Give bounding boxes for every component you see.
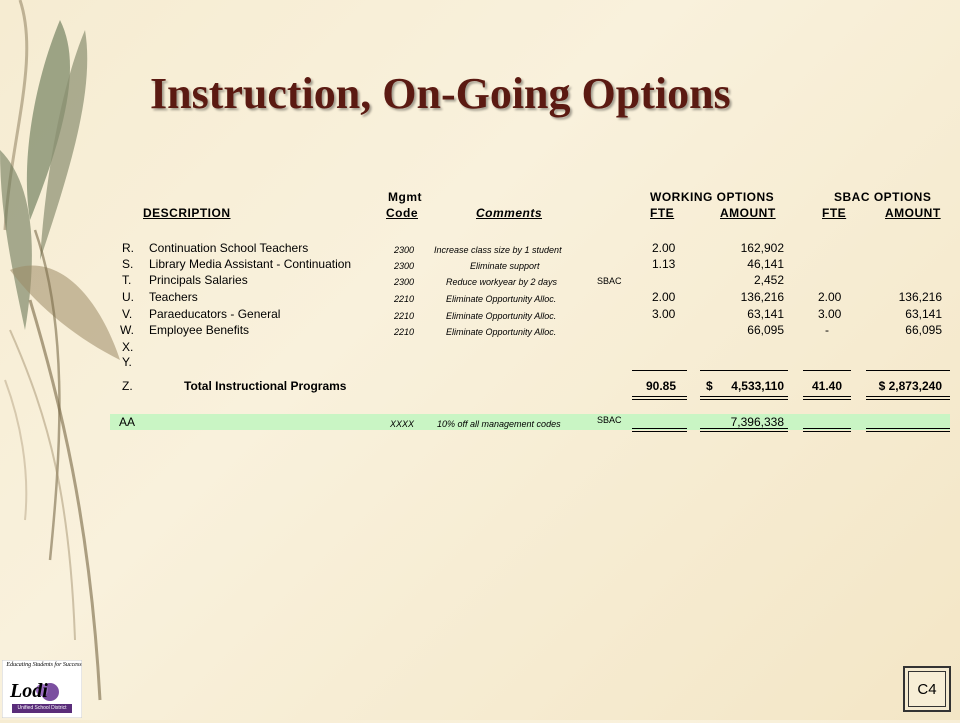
total-double-line <box>803 396 851 400</box>
row-working-amount: 63,141 <box>747 307 784 321</box>
row-description: Paraeducators - General <box>149 307 281 321</box>
page-title: Instruction, On-Going Options <box>150 69 731 118</box>
row-letter: Y. <box>122 355 132 369</box>
aa-double-line <box>632 428 687 432</box>
aa-double-line <box>700 428 788 432</box>
total-sbac-fte: 41.40 <box>812 379 843 393</box>
row-comment: Reduce workyear by 2 days <box>446 277 558 287</box>
header-sbac-options: SBAC OPTIONS <box>834 190 932 204</box>
aa-flag: SBAC <box>597 415 622 425</box>
total-sbac-amount: $ 2,873,240 <box>878 379 942 393</box>
aa-comment: 10% off all management codes <box>437 419 561 429</box>
row-sbac-amount: 66,095 <box>905 323 942 337</box>
row-code: 2300 <box>394 245 415 255</box>
logo-name: Lodi <box>10 680 48 702</box>
row-letter: X. <box>122 340 134 354</box>
row-sbac-amount: 136,216 <box>898 290 942 304</box>
row-code: 2210 <box>394 327 415 337</box>
logo-tagline: Educating Students for Success <box>6 662 82 668</box>
row-description: Principals Salaries <box>149 273 248 287</box>
header-working-amount: AMOUNT <box>720 206 776 220</box>
row-code: 2300 <box>394 277 415 287</box>
row-sbac-fte: 3.00 <box>818 307 842 321</box>
header-working-fte: FTE <box>650 206 675 220</box>
aa-letter: AA <box>119 415 136 429</box>
row-code: 2210 <box>394 294 415 304</box>
row-working-fte: 2.00 <box>652 241 676 255</box>
row-comment: Increase class size by 1 student <box>434 245 562 255</box>
header-sbac-fte: FTE <box>822 206 847 220</box>
row-comment: Eliminate Opportunity Alloc. <box>446 294 557 304</box>
row-code: 2300 <box>394 261 415 271</box>
total-double-line <box>632 396 687 400</box>
row-description: Teachers <box>149 290 198 304</box>
row-letter: W. <box>120 323 134 337</box>
total-working-currency: $ <box>706 379 713 393</box>
aa-code: XXXX <box>390 419 415 429</box>
row-description: Continuation School Teachers <box>149 241 309 255</box>
subtotal-line <box>700 370 788 371</box>
row-working-amount: 46,141 <box>747 257 784 271</box>
row-comment: Eliminate support <box>470 261 540 271</box>
subtotal-line <box>632 370 687 371</box>
total-working-fte: 90.85 <box>646 379 677 393</box>
row-description: Library Media Assistant - Continuation <box>149 257 352 271</box>
header-mgmt: Mgmt <box>388 190 422 204</box>
row-comment: Eliminate Opportunity Alloc. <box>446 327 557 337</box>
row-working-fte: 1.13 <box>652 257 676 271</box>
row-working-amount: 162,902 <box>740 241 784 255</box>
total-double-line <box>866 396 950 400</box>
total-letter: Z. <box>122 379 133 393</box>
total-label: Total Instructional Programs <box>184 379 347 393</box>
page-label: C4 <box>903 666 951 712</box>
row-code: 2210 <box>394 311 415 321</box>
district-logo <box>2 660 82 718</box>
subtotal-line <box>803 370 851 371</box>
row-letter: U. <box>122 290 134 304</box>
row-working-fte: 3.00 <box>652 307 676 321</box>
row-description: Employee Benefits <box>149 323 250 337</box>
header-working-options: WORKING OPTIONS <box>650 190 775 204</box>
row-working-amount: 136,216 <box>740 290 784 304</box>
row-letter: T. <box>122 273 132 287</box>
total-working-amount: 4,533,110 <box>731 379 784 393</box>
row-letter: S. <box>122 257 134 271</box>
header-comments: Comments <box>476 206 543 220</box>
aa-double-line <box>866 428 950 432</box>
row-working-amount: 2,452 <box>753 273 784 287</box>
row-flag: SBAC <box>597 276 622 286</box>
header-sbac-amount: AMOUNT <box>885 206 941 220</box>
subtotal-line <box>866 370 950 371</box>
aa-working-amount: 7,396,338 <box>730 415 784 429</box>
total-double-line <box>700 396 788 400</box>
row-comment: Eliminate Opportunity Alloc. <box>446 311 557 321</box>
row-working-amount: 66,095 <box>747 323 784 337</box>
row-sbac-amount: 63,141 <box>905 307 942 321</box>
row-letter: R. <box>122 241 134 255</box>
row-letter: V. <box>122 307 133 321</box>
header-code: Code <box>386 206 418 220</box>
aa-double-line <box>803 428 851 432</box>
row-working-fte: 2.00 <box>652 290 676 304</box>
header-description: DESCRIPTION <box>143 206 231 220</box>
row-sbac-fte: 2.00 <box>818 290 842 304</box>
row-sbac-fte: - <box>825 323 829 337</box>
logo-district: Unified School District <box>12 704 72 713</box>
